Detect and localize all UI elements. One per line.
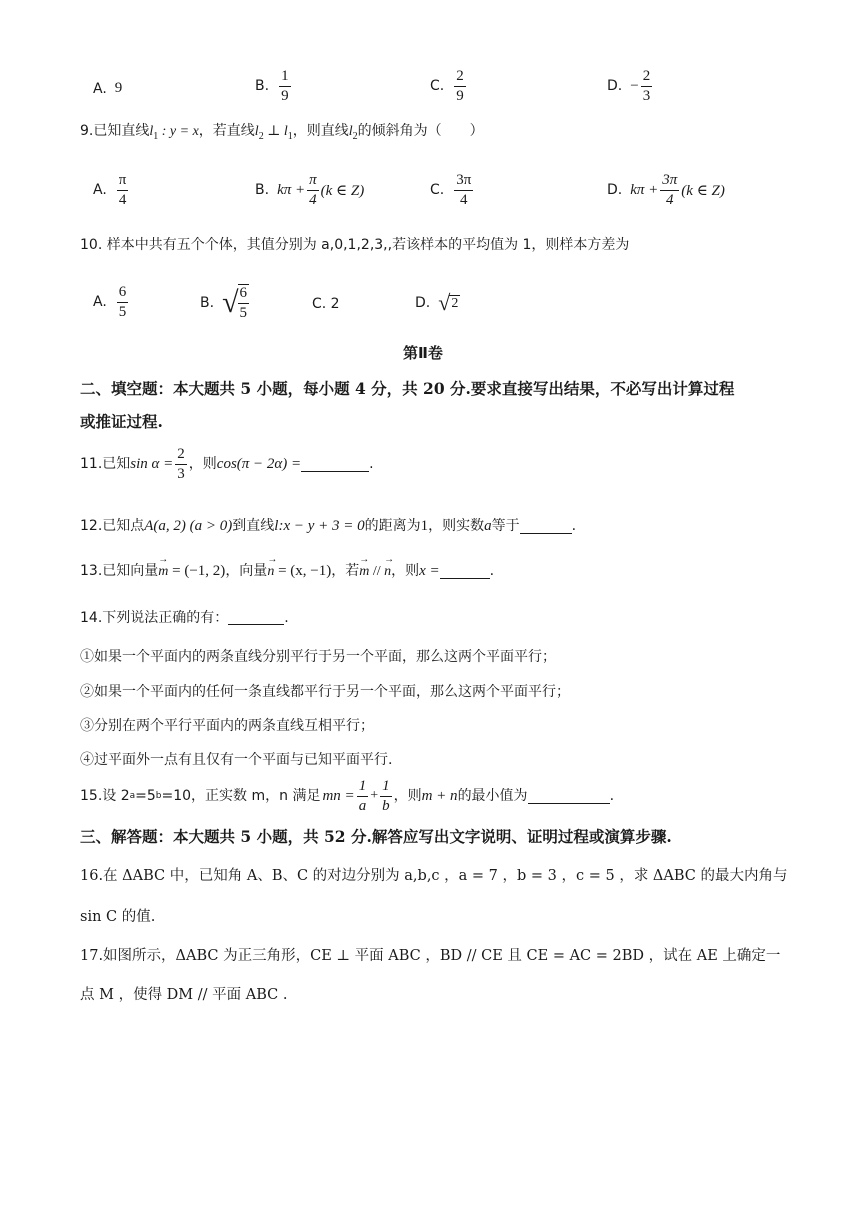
option-label: B. bbox=[255, 78, 270, 94]
fraction: $\frac{1}{9}$ bbox=[281, 68, 289, 104]
minus-sign: − bbox=[630, 77, 639, 94]
answer-blank[interactable] bbox=[528, 789, 610, 804]
q10-option-b: B. √ $\frac{6}{5}$ bbox=[200, 285, 248, 321]
sqrt-expression: √ 2 bbox=[438, 290, 459, 315]
q14-item-3: ③分别在两个平行平面内的两条直线互相平行； bbox=[80, 718, 374, 734]
q11: 11.已知 sin α = $\frac{2}{3}$ ，则 cos(π − 2α) = . bbox=[80, 446, 374, 482]
answer-blank[interactable] bbox=[301, 457, 369, 472]
section-heading-cont: 或推证过程. bbox=[80, 412, 163, 431]
q14-stem: 14.下列说法正确的有： . bbox=[80, 610, 289, 626]
section-heading: 三、解答题：本大题共 5 小题，共 52 分.解答应写出文字说明、证明过程或演算步骤. bbox=[80, 827, 672, 846]
q10-option-c: C. 2 bbox=[312, 296, 340, 312]
fraction: $\frac{1}{b}$ bbox=[382, 778, 390, 814]
q10-option-a: A. $\frac{6}{5}$ bbox=[93, 284, 127, 320]
q9-option-b: B. kπ + $\frac{\pi}{4}$ (k ∈ Z) bbox=[255, 172, 365, 208]
fraction: $\frac{2}{9}$ bbox=[456, 68, 464, 104]
q17-line-1: 17.如图所示，ΔABC 为正三角形，CE ⊥ 平面 ABC ，BD // CE 且 CE = AC = 2BD ，试在 AE 上确定一 bbox=[80, 948, 781, 964]
q15: 15.设 2 a =5 b =10，正实数 m，n 满足 mn = $\frac{1}{a}$ + $\frac{1}{b}$ ，则 m + n 的最小值为 . bbox=[80, 778, 615, 814]
q10-stem: 10. 样本中共有五个个体，其值分别为 a,0,1,2,3,,若该样本的平均值为 1，则样本方差为 bbox=[80, 237, 630, 253]
q12: 12.已知点A(a, 2) (a > 0)到直线l:x − y + 3 = 0的距离为1，则实数a等于 . bbox=[80, 518, 577, 534]
q17-line-2: 点 M ，使得 DM // 平面 ABC . bbox=[80, 987, 288, 1003]
q14-item-2: ②如果一个平面内的任何一条直线都平行于另一个平面，那么这两个平面平行； bbox=[80, 684, 570, 700]
q14-item-1: ①如果一个平面内的两条直线分别平行于另一个平面，那么这两个平面平行； bbox=[80, 649, 556, 665]
fraction: $\frac{2}{3}$ bbox=[642, 68, 651, 104]
fraction: $\frac{2}{3}$ bbox=[177, 446, 185, 482]
section-heading: 二、填空题：本大题共 5 小题，每小题 4 分，共 20 分.要求直接写出结果，不必写出计算过程 bbox=[80, 379, 735, 398]
fraction: $\frac{3\pi}{4}$ bbox=[456, 172, 472, 208]
q9-option-d: D. kπ + $\frac{3\pi}{4}$ (k ∈ Z) bbox=[607, 172, 725, 208]
option-label: D. bbox=[607, 78, 623, 94]
option-label: A. bbox=[93, 80, 107, 97]
fraction: $\frac{3\pi}{4}$ bbox=[662, 172, 678, 208]
q8-option-c bbox=[430, 68, 468, 104]
fraction: $\frac{\pi}{4}$ bbox=[118, 172, 127, 208]
q10-option-d: D. √ 2 bbox=[415, 290, 459, 315]
part-title: 第Ⅱ卷 bbox=[403, 344, 443, 362]
q13: 13.已知向量→ m = (−1, 2)，向量→ n = (x, −1)，若→ m // → n，则x = . bbox=[80, 564, 494, 579]
option-label: C. bbox=[430, 78, 445, 94]
q9-option-a: A. $\frac{\pi}{4}$ bbox=[93, 172, 127, 208]
fraction: $\frac{6}{5}$ bbox=[118, 284, 127, 320]
option-value: 9 bbox=[114, 80, 123, 96]
fraction: $\frac{\pi}{4}$ bbox=[309, 172, 317, 208]
sqrt-expression: √ $\frac{6}{5}$ bbox=[222, 285, 248, 321]
q16-line-2: sin C 的值. bbox=[80, 909, 156, 925]
q16-line-1: 16.在 ΔABC 中，已知角 A、B、C 的对边分别为 a,b,c ，a = 7 ，b = 3 ，c = 5 ，求 ΔABC 的最大内角与 bbox=[80, 868, 788, 884]
q14-item-4: ④过平面外一点有且仅有一个平面与已知平面平行. bbox=[80, 752, 393, 768]
answer-blank[interactable] bbox=[440, 566, 490, 579]
q8-option-d bbox=[607, 68, 654, 104]
q8-option-a bbox=[93, 80, 122, 97]
q9-option-c: C. $\frac{3\pi}{4}$ bbox=[430, 172, 472, 208]
q9-stem: 9.已知直线$l_1$ : y = x，若直线$l_2$ ⊥ $l_1$，则直线$l_2$的倾斜角为（ ） bbox=[80, 123, 484, 142]
q8-option-b bbox=[255, 68, 293, 104]
answer-blank[interactable] bbox=[228, 612, 284, 625]
answer-blank[interactable] bbox=[520, 521, 572, 534]
fraction: $\frac{1}{a}$ bbox=[358, 778, 367, 814]
